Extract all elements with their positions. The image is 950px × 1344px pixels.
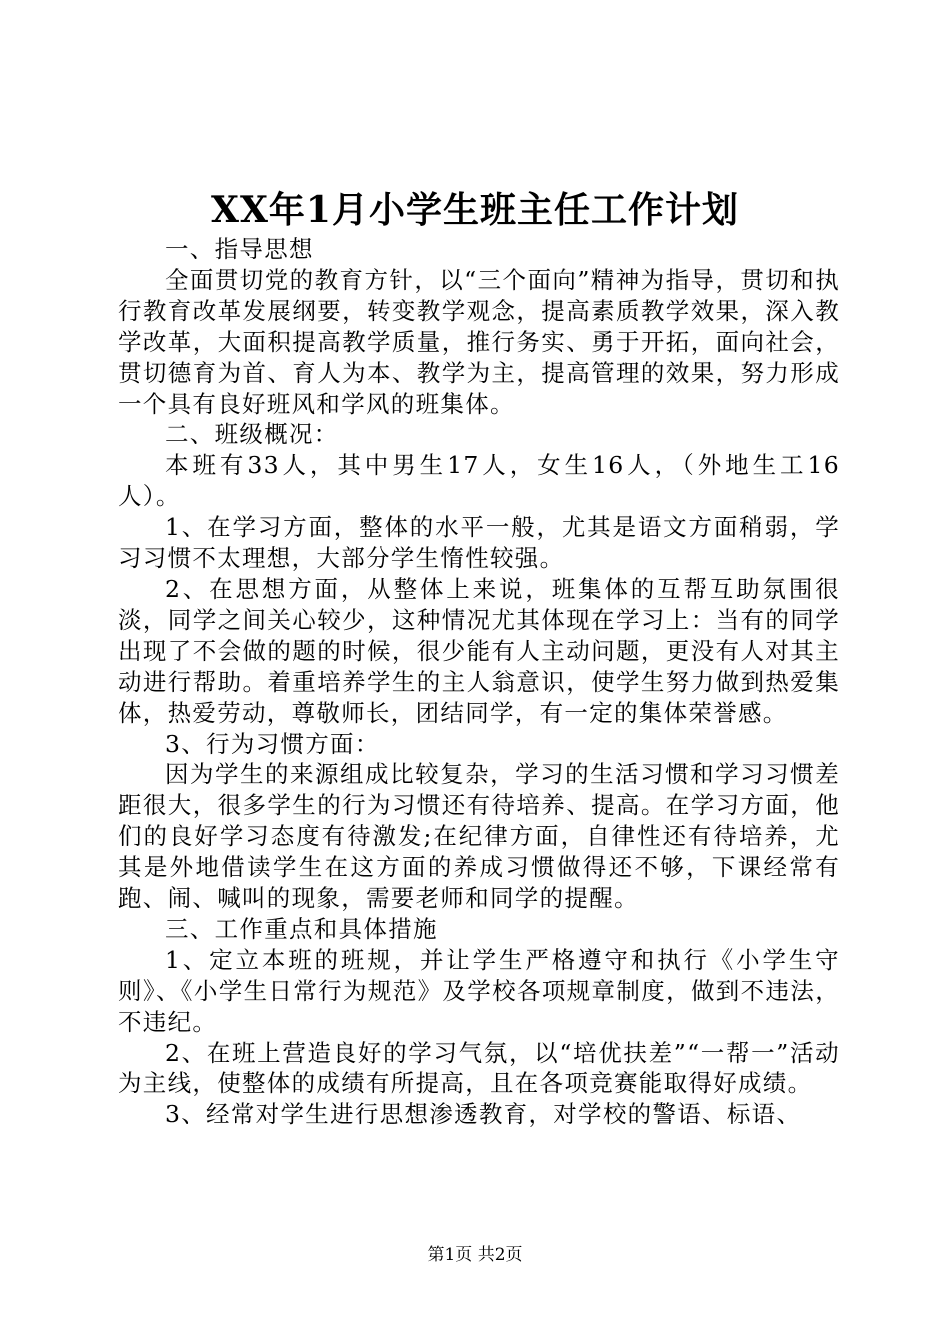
section-heading-guiding-ideology: 一、指导思想 — [165, 235, 314, 263]
paragraph-study-aspect: 1、在学习方面，整体的水平一般，尤其是语文方面稍弱，学习习惯不太理想，大部分学生惰性较强。 — [118, 513, 840, 573]
paragraph-behavior-habits: 因为学生的来源组成比较复杂，学习的生活习惯和学习习惯差距很大，很多学生的行为习惯还有待培养、提高。在学习方面，他们的良好学习态度有待激发;在纪律方面，自律性还有待培养，尤其是外地借读学生在这方面的养成习惯做得还不够，下课经常有跑、闹、喊叫的现象，需要老师和同学的提醒。 — [118, 760, 840, 913]
section-heading-work-focus: 三、工作重点和具体措施 — [165, 914, 438, 943]
paragraph-study-atmosphere: 2、在班上营造良好的学习气氛，以“培优扶差”“一帮一”活动为主线，使整体的成绩有所提高，且在各项竞赛能取得好成绩。 — [118, 1038, 840, 1098]
section-heading-class-overview: 二、班级概况： — [165, 420, 339, 449]
paragraph-class-rules: 1、定立本班的班规，并让学生严格遵守和执行《小学生守则》、《小学生日常行为规范》及学校各项规章制度，做到不违法，不违纪。 — [118, 945, 840, 1036]
paragraph-ideology-aspect: 2、在思想方面，从整体上来说，班集体的互帮互助氛围很淡，同学之间关心较少，这种情况尤其体现在学习上：当有的同学出现了不会做的题的时候，很少能有人主动问题，更没有人对其主动进行帮助。着重培养学生的主人翁意识，使学生努力做到热爱集体，热爱劳动，尊敬师长，团结同学，有一定的集体荣誉感。 — [118, 574, 840, 727]
document-body — [118, 234, 840, 1130]
section-heading-behavior-habits: 3、行为习惯方面： — [165, 729, 380, 758]
paragraph-ideological-education: 3、经常对学生进行思想渗透教育，对学校的警语、标语、 — [165, 1100, 802, 1129]
page-title: XX年1月小学生班主任工作计划 — [211, 189, 739, 231]
paragraph-class-size: 本班有33人，其中男生17人，女生16人，（外地生工16人）。 — [118, 451, 840, 511]
page-footer: 第1页 共2页 — [427, 1245, 523, 1265]
paragraph-guiding-ideology: 全面贯切党的教育方针，以“三个面向”精神为指导，贯切和执行教育改革发展纲要，转变教学观念，提高素质教学效果，深入教学改革，大面积提高教学质量，推行务实、勇于开拓，面向社会，贯切德育为首、育人为本、教学为主，提高管理的效果，努力形成一个具有良好班风和学风的班集体。 — [118, 265, 840, 418]
